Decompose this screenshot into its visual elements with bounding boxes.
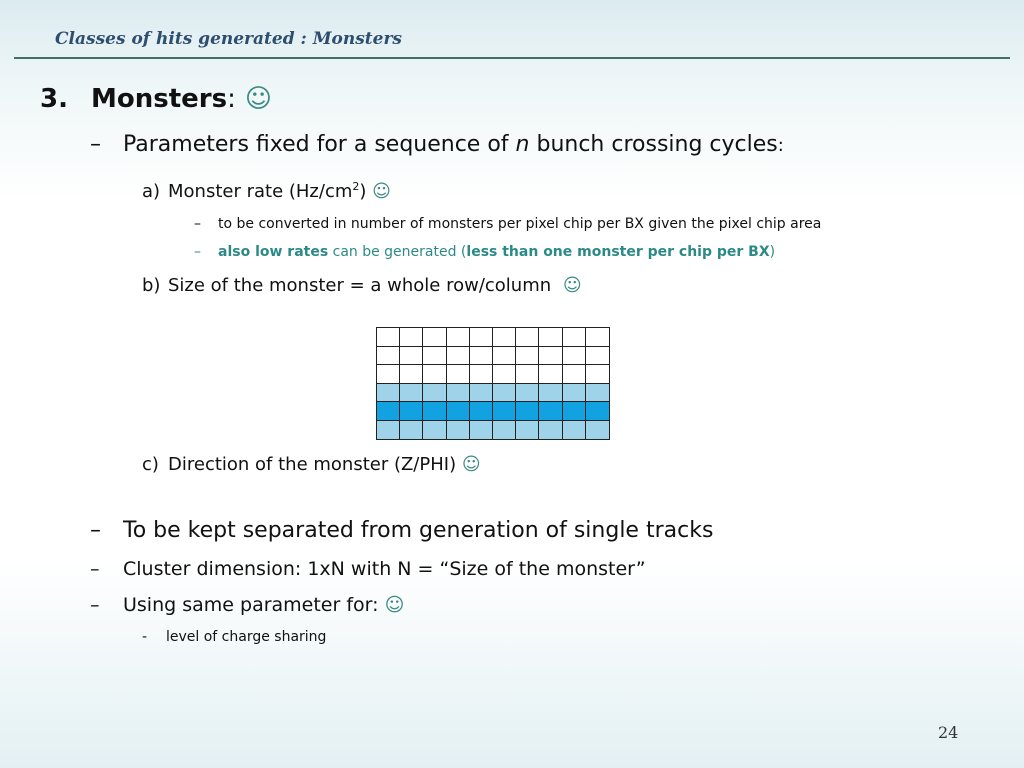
marker-a: a)	[142, 181, 161, 202]
grid-cell	[493, 365, 516, 384]
sub-item-b	[142, 275, 582, 296]
grid-cell	[400, 384, 423, 403]
grid-cell	[377, 384, 400, 403]
monster-cell	[516, 402, 539, 421]
bullet-parameters	[90, 132, 784, 157]
grid-cell	[470, 384, 493, 403]
grid-cell	[586, 328, 609, 347]
grid-cell	[377, 328, 400, 347]
bullet-cluster-text: Cluster dimension: 1xN with N = “Size of the monster”	[123, 558, 646, 580]
grid-cell	[516, 347, 539, 366]
monster-cell	[539, 402, 562, 421]
grid-cell	[516, 365, 539, 384]
bullet-text-after: bunch crossing cycles	[529, 132, 778, 157]
item-colon: :	[227, 84, 236, 114]
monster-cell	[447, 402, 470, 421]
dash-marker: –	[90, 594, 100, 616]
monster-cell	[586, 402, 609, 421]
item-label: Monsters	[91, 84, 228, 114]
grid-cell	[586, 421, 609, 440]
monster-cell	[423, 402, 446, 421]
grid-cell	[563, 421, 586, 440]
bullet-separated	[90, 518, 713, 543]
monster-cell	[377, 402, 400, 421]
dash-marker: –	[90, 558, 100, 580]
sub-item-a-close: )	[359, 181, 367, 202]
grid-cell	[400, 328, 423, 347]
grid-cell	[423, 421, 446, 440]
grid-cell	[563, 347, 586, 366]
grid-cell	[586, 365, 609, 384]
grid-cell	[447, 421, 470, 440]
dash-marker: –	[90, 518, 101, 543]
grid-cell	[516, 384, 539, 403]
grid-cell	[539, 328, 562, 347]
sub-bullet-a2-end: )	[769, 244, 776, 260]
grid-cell	[493, 421, 516, 440]
grid-cell	[423, 347, 446, 366]
monster-cell	[493, 402, 516, 421]
grid-cell	[586, 384, 609, 403]
grid-cell	[400, 421, 423, 440]
grid-cell	[447, 365, 470, 384]
sub-bullet-a1	[194, 216, 821, 232]
grid-cell	[493, 384, 516, 403]
sub-bullet-a1-text: to be converted in number of monsters per pixel chip per BX given the pixel chip area	[218, 216, 822, 232]
grid-cell	[563, 384, 586, 403]
bullet-colon: :	[777, 135, 784, 156]
sub-bullet-charge-sharing	[142, 629, 326, 645]
dash-marker: –	[194, 216, 201, 232]
grid-cell	[377, 347, 400, 366]
grid-cell	[539, 347, 562, 366]
low-rates-bold: also low rates	[218, 244, 329, 260]
grid-cell	[539, 384, 562, 403]
sub-bullet-charge-text: level of charge sharing	[166, 629, 327, 645]
smiley-icon: ☺	[562, 275, 582, 296]
sub-item-a-text: Monster rate (Hz/cm	[168, 181, 353, 202]
grid-cell	[563, 365, 586, 384]
less-than-one-bold: less than one monster per chip per BX	[466, 244, 770, 260]
monster-cell	[470, 402, 493, 421]
grid-cell	[447, 328, 470, 347]
grid-cell	[539, 421, 562, 440]
smiley-icon: ☺	[384, 594, 405, 616]
bullet-text-italic: n	[515, 132, 530, 157]
grid-cell	[516, 328, 539, 347]
sub-bullet-a2	[194, 244, 775, 260]
grid-cell	[447, 384, 470, 403]
sub-bullet-a2-mid: can be generated (	[328, 244, 467, 260]
dash-marker: –	[194, 244, 201, 260]
grid-cell	[470, 365, 493, 384]
grid-cell	[539, 365, 562, 384]
title-divider	[14, 57, 1010, 59]
monster-cell	[400, 402, 423, 421]
smiley-icon: ☺	[461, 454, 481, 475]
bullet-text-before: Parameters fixed for a sequence of	[123, 132, 516, 157]
grid-cell	[423, 365, 446, 384]
page-number: 24	[938, 723, 959, 742]
grid-cell	[563, 328, 586, 347]
sub-item-a	[142, 180, 391, 202]
grid-cell	[400, 365, 423, 384]
hyphen-marker: -	[142, 629, 148, 645]
sub-item-c-text: Direction of the monster (Z/PHI)	[168, 454, 457, 475]
grid-cell	[400, 347, 423, 366]
dash-marker: –	[90, 132, 101, 157]
smiley-icon: ☺	[244, 84, 273, 114]
smiley-icon: ☺	[372, 181, 391, 202]
grid-cell	[423, 384, 446, 403]
grid-cell	[493, 328, 516, 347]
grid-cell	[470, 328, 493, 347]
grid-cell	[377, 365, 400, 384]
grid-cell	[493, 347, 516, 366]
bullet-cluster-dimension	[90, 558, 646, 580]
item-number: 3.	[40, 84, 68, 114]
grid-cell	[470, 347, 493, 366]
grid-cell	[470, 421, 493, 440]
monster-cell	[563, 402, 586, 421]
bullet-same-parameter	[90, 594, 404, 616]
grid-cell	[586, 347, 609, 366]
pixel-grid-diagram	[376, 327, 610, 440]
bullet-same-parameter-text: Using same parameter for:	[123, 594, 379, 616]
item-3-heading	[40, 84, 272, 114]
grid-cell	[447, 347, 470, 366]
grid-cell	[423, 328, 446, 347]
sub-item-b-text: Size of the monster = a whole row/column	[168, 275, 552, 296]
marker-b: b)	[142, 275, 161, 296]
slide-title: Classes of hits generated : Monsters	[55, 29, 402, 49]
superscript-2: 2	[352, 180, 360, 193]
grid-cell	[377, 421, 400, 440]
grid-cell	[516, 421, 539, 440]
bullet-separated-text: To be kept separated from generation of single tracks	[123, 518, 714, 543]
sub-item-c	[142, 454, 481, 475]
marker-c: c)	[142, 454, 159, 475]
